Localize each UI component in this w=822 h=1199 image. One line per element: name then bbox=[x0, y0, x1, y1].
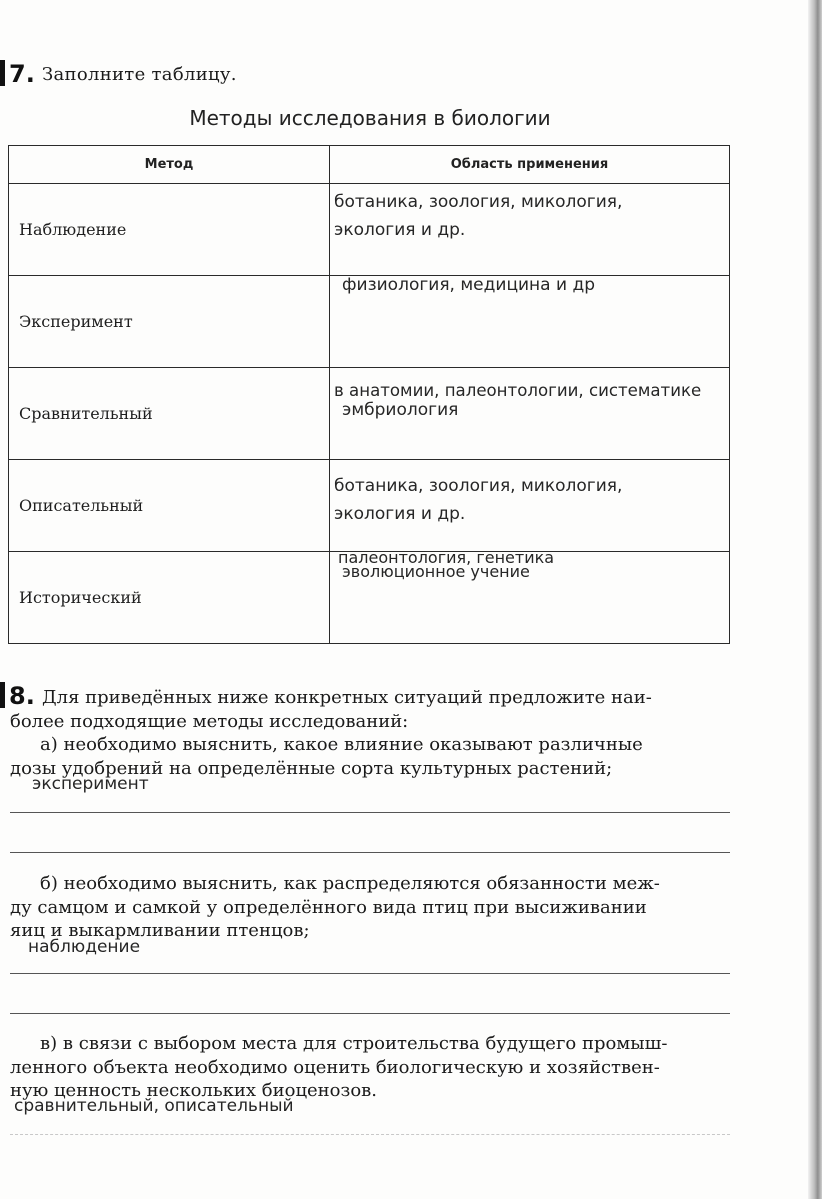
area-cell[interactable] bbox=[330, 368, 730, 460]
table-row bbox=[9, 552, 730, 644]
situation-line: дозы удобрений на определённые сорта культурных растений; bbox=[10, 758, 613, 779]
methods-table bbox=[8, 145, 730, 644]
task-7-number bbox=[0, 60, 35, 88]
table-header-row bbox=[9, 146, 730, 184]
answer-line: экология и др. bbox=[334, 220, 466, 240]
task-marker-bar bbox=[0, 60, 5, 86]
table-title: Методы исследования в биологии bbox=[189, 106, 551, 130]
area-cell[interactable] bbox=[330, 184, 730, 276]
answer-line-rule[interactable] bbox=[10, 852, 730, 853]
answer-text: наблюдение bbox=[28, 937, 141, 957]
table-row bbox=[9, 368, 730, 460]
answer-line: в анатомии, палеонтологии, систематике bbox=[334, 381, 702, 400]
answer-line: физиология, медицина и др bbox=[342, 275, 595, 295]
answer-line: ботаника, зоология, микология, bbox=[334, 192, 623, 212]
method-cell: Эксперимент bbox=[9, 276, 330, 368]
area-cell[interactable] bbox=[330, 548, 730, 644]
task-8-number bbox=[0, 682, 35, 710]
situation-line: а) необходимо выяснить, какое влияние оказывают различные bbox=[40, 734, 643, 755]
task-8-intro-line: Для приведённых ниже конкретных ситуаций предложите наи- bbox=[42, 687, 652, 708]
method-cell: Исторический bbox=[9, 552, 330, 644]
situation-line: в) в связи с выбором места для строительства будущего промыш- bbox=[40, 1033, 668, 1054]
area-cell[interactable] bbox=[330, 460, 730, 552]
task-7-instruction: Заполните таблицу. bbox=[42, 64, 237, 85]
task-marker-bar bbox=[0, 682, 5, 708]
column-header-area: Область применения bbox=[330, 146, 730, 184]
table-row bbox=[9, 276, 730, 368]
method-cell: Описательный bbox=[9, 460, 330, 552]
situation-line: ду самцом и самкой у определённого вида птиц при высиживании bbox=[10, 897, 647, 918]
task-8-intro-line: более подходящие методы исследований: bbox=[10, 711, 409, 732]
answer-text: эксперимент bbox=[32, 774, 149, 794]
table-row bbox=[9, 184, 730, 276]
answer-line: эволюционное учение bbox=[342, 562, 530, 581]
answer-line-rule[interactable] bbox=[10, 812, 730, 813]
answer-text: сравнительный, описательный bbox=[14, 1096, 294, 1116]
answer-line: эмбриология bbox=[342, 400, 459, 420]
method-cell: Наблюдение bbox=[9, 184, 330, 276]
situation-line: яиц и выкармливании птенцов; bbox=[10, 920, 310, 941]
answer-line: ботаника, зоология, микология, bbox=[334, 476, 623, 496]
answer-line-rule[interactable] bbox=[10, 1013, 730, 1014]
situation-line: ную ценность нескольких биоценозов. bbox=[10, 1080, 378, 1101]
table-row bbox=[9, 460, 730, 552]
answer-line-rule[interactable] bbox=[10, 1134, 730, 1135]
answer-line: экология и др. bbox=[334, 504, 466, 524]
answer-line: палеонтология, генетика bbox=[338, 548, 555, 567]
task-7-number-text: 7. bbox=[9, 60, 35, 88]
answer-line-rule[interactable] bbox=[10, 973, 730, 974]
situation-line: ленного объекта необходимо оценить биологическую и хозяйствен- bbox=[10, 1057, 660, 1078]
method-cell: Сравнительный bbox=[9, 368, 330, 460]
task-8-number-text: 8. bbox=[9, 682, 35, 710]
page-edge-shadow bbox=[808, 0, 822, 1199]
area-cell[interactable] bbox=[330, 276, 730, 368]
column-header-method: Метод bbox=[9, 146, 330, 184]
situation-line: б) необходимо выяснить, как распределяются обязанности меж- bbox=[40, 873, 660, 894]
